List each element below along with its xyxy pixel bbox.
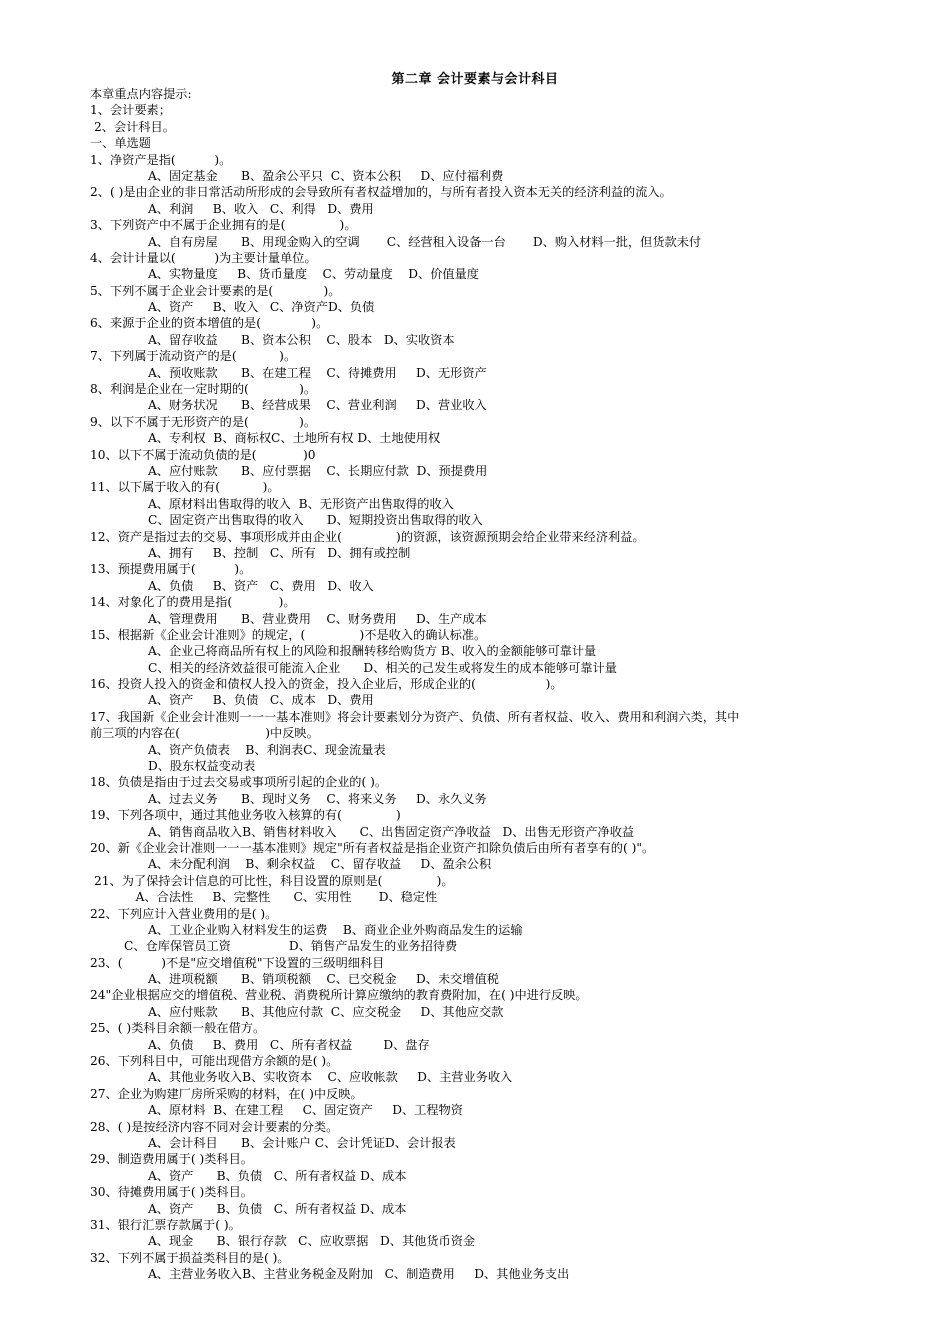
answer-options-line: A、主营业务收入B、主营业务税金及附加 C、制造费用 D、其他业务支出 bbox=[148, 1267, 570, 1282]
question-line: 8、利润是企业在一定时期的( )。 bbox=[90, 382, 317, 397]
answer-options-line: A、资产 B、负债 C、所有者权益 D、成本 bbox=[148, 1201, 407, 1216]
answer-options-line: A、销售商品收入B、销售材料收入 C、出售固定资产净收益 D、出售无形资产净收益 bbox=[148, 824, 635, 839]
question-line: 21、为了保持会计信息的可比性，科目设置的原则是( )。 bbox=[94, 873, 454, 888]
question-line: 23、( )不是"应交增值税"下设置的三级明细科目 bbox=[90, 955, 385, 970]
question-line: 20、新《企业会计准则一一一基本准则》规定"所有者权益是指企业资产扣除负债后由所有者享有的( )"。 bbox=[90, 840, 655, 855]
answer-options-line: A、工业企业购入材料发生的运费 B、商业企业外购商品发生的运输 bbox=[148, 922, 523, 937]
answer-options-line: A、会计科目 B、会计账户 C、会计凭证D、会计报表 bbox=[148, 1136, 456, 1150]
answer-options-line: A、应付账款 B、应付票据 C、长期应付款 D、预提费用 bbox=[148, 463, 488, 478]
question-line: 16、投资人投入的资金和债权人投入的资金，投入企业后，形成企业的( )。 bbox=[90, 677, 563, 692]
answer-options-line: A、应付账款 B、其他应付款 C、应交税金 D、其他应交款 bbox=[148, 1004, 504, 1019]
answer-options-line: D、股东权益变动表 bbox=[148, 759, 256, 774]
document-body bbox=[90, 86, 870, 1283]
question-line: 11、以下属于收入的有( )。 bbox=[90, 480, 280, 495]
answer-options-line: A、资产负债表 B、利润表C、现金流量表 bbox=[148, 742, 386, 757]
answer-options-line: A、过去义务 B、现时义务 C、将来义务 D、永久义务 bbox=[148, 791, 487, 806]
question-line: 27、企业为购建厂房所采购的材料，在( )中反映。 bbox=[90, 1086, 363, 1101]
question-line: 4、会计计量以( )为主要计量单位。 bbox=[90, 250, 317, 265]
answer-options-line: A、资产 B、负债 C、所有者权益 D、成本 bbox=[148, 1168, 407, 1183]
question-line: 一、单选题 bbox=[90, 136, 151, 151]
question-line: 24"企业根据应交的增值税、营业税、消费税所计算应缴纳的教育费附加，在( )中进行反映。 bbox=[90, 988, 588, 1003]
answer-options-line: A、自有房屋 B、用现金购入的空调 C、经营租入设备一台 D、购入材料一批，但货款未付 bbox=[148, 234, 702, 249]
answer-options-line: A、进项税额 B、销项税额 C、已交税金 D、未交增值税 bbox=[148, 972, 499, 987]
question-line: 19、下列各项中，通过其他业务收入核算的有( ) bbox=[90, 808, 401, 823]
answer-options-line: A、企业己将商品所有权上的风险和报酬转移给购货方 B、收入的金额能够可靠计量 bbox=[148, 644, 597, 659]
answer-options-line: A、留存收益 B、资本公积 C、股本 D、实收资本 bbox=[148, 332, 455, 347]
answer-options-line: A、负债 B、费用 C、所有者权益 D、盘存 bbox=[148, 1037, 430, 1052]
answer-options-line: A、预收账款 B、在建工程 C、待摊费用 D、无形资产 bbox=[148, 365, 487, 380]
question-line: 3、下列资产中不属于企业拥有的是( )。 bbox=[90, 218, 357, 233]
answer-options-line: A、管理费用 B、营业费用 C、财务费用 D、生产成本 bbox=[148, 611, 487, 626]
answer-options-line: A、资产 B、负债 C、成本 D、费用 bbox=[148, 693, 374, 708]
question-line: 10、以下不属于流动负债的是( )0 bbox=[90, 447, 316, 462]
question-line: 13、预提费用属于( )。 bbox=[90, 562, 252, 577]
answer-options-line: C、固定资产出售取得的收入 D、短期投资出售取得的收入 bbox=[148, 513, 483, 528]
question-line: 1、净资产是指( )。 bbox=[90, 152, 232, 167]
answer-options-line: A、专利权 B、商标权C、土地所有权 D、土地使用权 bbox=[148, 431, 441, 446]
answer-options-line: A、实物量度 B、货币量度 C、劳动量度 D、价值量度 bbox=[148, 267, 479, 282]
answer-options-line: A、固定基金 B、盈余公平只 C、资本公积 D、应付福利费 bbox=[148, 168, 504, 183]
question-line: 30、待摊费用属于( )类科目。 bbox=[90, 1185, 253, 1200]
answer-options-line: A、现金 B、银行存款 C、应收票据 D、其他货币资金 bbox=[148, 1234, 476, 1249]
question-line: 31、银行汇票存款属于( )。 bbox=[90, 1217, 241, 1232]
answer-options-line: A、利润 B、收入 C、利得 D、费用 bbox=[148, 201, 374, 216]
answer-options-line: A、资产 B、收入 C、净资产D、负债 bbox=[148, 300, 375, 315]
answer-options-line: A、原材料 B、在建工程 C、固定资产 D、工程物资 bbox=[148, 1103, 463, 1118]
page-title: 第二章 会计要素与会计科目 bbox=[391, 72, 559, 87]
question-line: 28、( )是按经济内容不同对会计要素的分类。 bbox=[90, 1119, 339, 1134]
question-line: 18、负债是指由于过去交易或事项所引起的企业的( )。 bbox=[90, 775, 388, 790]
answer-options-line: A、原材料出售取得的收入 B、无形资产出售取得的收入 bbox=[148, 496, 454, 511]
question-line: 5、下列不属于企业会计要素的是( )。 bbox=[90, 283, 341, 298]
answer-options-line: A、其他业务收入B、实收资本 C、应收帐款 D、主营业务收入 bbox=[148, 1070, 513, 1085]
question-line: 7、下列属于流动资产的是( )。 bbox=[90, 349, 297, 364]
question-line: 29、制造费用属于( )类科目。 bbox=[90, 1152, 253, 1167]
question-line: 32、下列不属于损益类科目的是( )。 bbox=[90, 1250, 290, 1265]
answer-options-line: C、仓库保管员工资 D、销售产品发生的业务招待费 bbox=[124, 939, 458, 954]
answer-options-line: A、合法性 B、完整性 C、实用性 D、稳定性 bbox=[124, 890, 438, 905]
answer-options-line: A、负债 B、资产 C、费用 D、收入 bbox=[148, 578, 374, 593]
question-line: 25、( )类科目余额一般在借方。 bbox=[90, 1021, 266, 1036]
question-line: 本章重点内容提示: bbox=[90, 87, 192, 101]
question-line: 12、资产是指过去的交易、事项形成并由企业( )的资源，该资源预期会给企业带来经济利益。 bbox=[90, 529, 645, 544]
answer-options-line: A、未分配利润 B、剩余权益 C、留存收益 D、盈余公积 bbox=[148, 857, 492, 872]
question-line: 前三项的内容在( )中反映。 bbox=[90, 726, 319, 741]
question-line: 17、我国新《企业会计准则一一一基本准则》将会计要素划分为资产、负债、所有者权益、收入、费用和利润六类，其中 bbox=[90, 709, 740, 724]
question-line: 6、来源于企业的资本增值的是( )。 bbox=[90, 316, 329, 331]
question-line: 22、下列应计入营业费用的是( )。 bbox=[90, 906, 278, 921]
answer-options-line: C、相关的经济效益很可能流入企业 D、相关的己发生或将发生的成本能够可靠计量 bbox=[148, 660, 617, 675]
question-line: 9、以下不属于无形资产的是( )。 bbox=[90, 414, 317, 429]
question-line: 26、下列科目中，可能出现借方余额的是( )。 bbox=[90, 1054, 339, 1069]
answer-options-line: A、财务状况 B、经营成果 C、营业利润 D、营业收入 bbox=[148, 398, 487, 413]
question-line: 14、对象化了的费用是指( )。 bbox=[90, 595, 296, 610]
answer-options-line: A、拥有 B、控制 C、所有 D、拥有或控制 bbox=[148, 545, 411, 560]
question-line: 2、( )是由企业的非日常活动所形成的会导致所有者权益增加的，与所有者投入资本无关的经济利益的流入。 bbox=[90, 185, 672, 200]
question-line: 1、会计要素； bbox=[90, 103, 171, 118]
question-line: 2、会计科目。 bbox=[94, 119, 175, 134]
question-line: 15、根据新《企业会计准则》的规定，( )不是收入的确认标准。 bbox=[90, 627, 487, 642]
